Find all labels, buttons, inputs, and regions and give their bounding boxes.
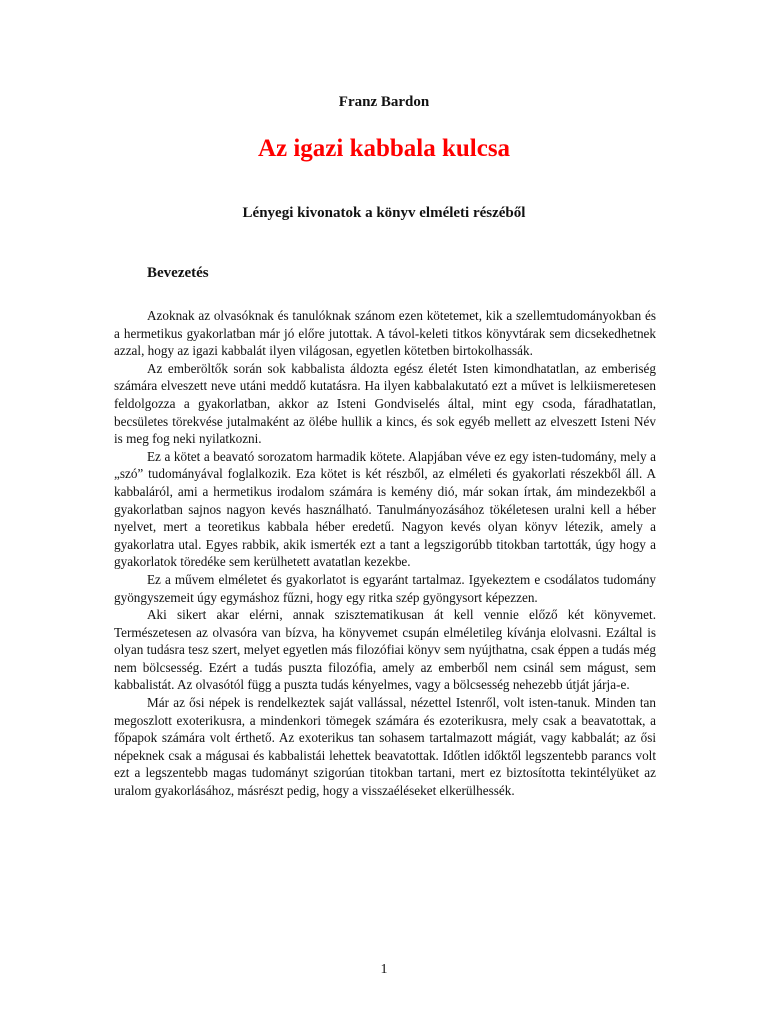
paragraph-4: Ez a művem elméletet és gyakorlatot is egyaránt tartalmaz. Igyekeztem e csodálatos tudomány gyöngyszemeit úgy egymáshoz fűzni, hogy egy ritka szép gyöngysort képezzen. (114, 571, 656, 605)
document-subtitle: Lényegi kivonatok a könyv elméleti részéből (242, 205, 526, 221)
paragraph-3: Ez a kötet a beavató sorozatom harmadik kötete. Alapjában véve ez egy isten-tudomány, mely a „szó” tudományával foglalkozik. Eza kötet is két részből, az elméleti és gyakorlati részekből áll. A kabbaláról, ami a hermetikus irodalom számára is kemény dió, már sokan írtak, ám mindezekből a gyakorlatban sajnos nagyon kevés használható. Tanulmányozásához tökéletesen uralni kell a héber nyelvet, mert a teoretikus kabbala héber eredetű. Nagyon kevés olyan könyv létezik, amely a gyakorlatra utal. Egyes rabbik, akik ismerték ezt a tant a legszigorúbb titokban tartották, úgy hogy a gyakorlatok töredéke sem kerülhetett avatatlan kezekbe. (114, 448, 656, 570)
paragraph-2: Az emberöltők során sok kabbalista áldozta egész életét Isten kimondhatatlan, az emberiség számára elveszett neve utáni meddő kutatásra. Ha ilyen kabbalakutató ezt a művet is lelkiismeretesen feldolgozza a gyakorlatban, akkor az Isteni Gondviselés által, mint egy csoda, fáradhatatlan, becsületes törekvése jutalmaként az ölébe hullik a kincs, és sok egyéb mellett az elveszett Isteni Név is meg fog neki nyilatkozni. (114, 360, 656, 447)
author-name: Franz Bardon (338, 94, 430, 110)
paragraph-1: Azoknak az olvasóknak és tanulóknak szánom ezen kötetemet, kik a szellemtudományokban és a hermetikus gyakorlatban már jó előre jutottak. A távol-keleti titkos könyvtárak sem dicsekedhetnek azzal, hogy az igazi kabbalát ilyen világosan, egyetlen kötetben birtokolhassák. (114, 308, 656, 359)
paragraph-5: Aki sikert akar elérni, annak szisztematikusan át kell vennie előző két könyvemet. Természetesen az olvasóra van bízva, ha könyvemet csupán elméletileg kívánja elolvasni. Ezáltal is olyan tudásra tesz szert, melyet egyetlen más filozófiai könyv sem nyújthatna, csak éppen a tudás még nem bölcsesség. Ezért a tudás puszta filozófia, amely az emberből nem csinál sem mágust, sem kabbalistát. Az olvasótól függ a puszta tudás kényelmes, vagy a bölcsesség nehezebb útját járja-e. (114, 607, 656, 693)
body-text (114, 307, 656, 800)
document-title: Az igazi kabbala kulcsa (257, 135, 511, 162)
page-number: 1 (380, 962, 388, 977)
section-heading: Bevezetés (147, 265, 209, 281)
paragraph-6: Már az ősi népek is rendelkeztek saját vallással, nézettel Istenről, volt isten-tanuk. Minden tan megoszlott exoterikusra, a mindenkori tömegek számára és ezoterikusra, mely csak a beavatottak, a főpapok számára volt érthető. Az exoterikus tan sohasem tartalmazott mágiát, vagy kabbalát; az ősi népeknek csak a mágusai és kabbalistái lehettek beavatottak. Időtlen időktől legszentebb parancs volt ezt a legszentebb magas tudományt szigorúan titokban tartani, mert ez biztosította tekintélyüket az uralom gyakorlásához, másrészt pedig, hogy a visszaéléseket elkerülhessék. (114, 695, 656, 799)
